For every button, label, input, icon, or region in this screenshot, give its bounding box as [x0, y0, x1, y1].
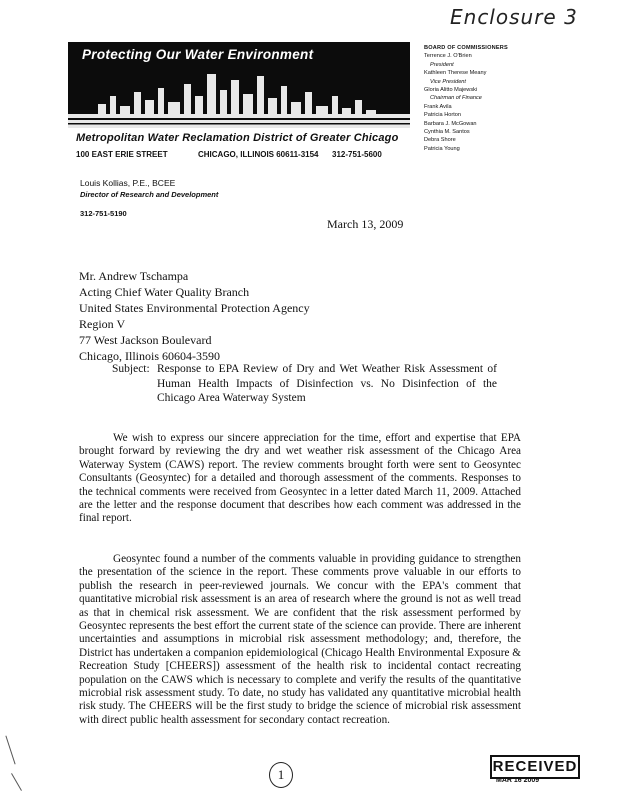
board-member-name: Barbara J. McGowan — [424, 120, 477, 127]
received-stamp-label: RECEIVED — [490, 755, 580, 779]
letterhead-banner — [68, 42, 410, 128]
district-name: Metropolitan Water Reclamation District of Greater Chicago — [76, 132, 399, 144]
body-paragraph — [79, 553, 521, 727]
sender-phone: 312-751-5190 — [80, 209, 127, 218]
sender-title: Director of Research and Development — [80, 190, 219, 199]
subject-text: Response to EPA Review of Dry and Wet Weather Risk Assessment of Human Health Impacts of Disinfection vs. No Disinfection of the Chicago Area Waterway System — [157, 363, 497, 404]
board-member-name: Cynthia M. Santos — [424, 129, 470, 136]
recipient-address — [79, 268, 310, 364]
board-member-name: Kathleen Therese Meany — [424, 70, 487, 77]
scan-margin-mark — [11, 773, 22, 791]
board-of-commissioners — [424, 44, 508, 153]
skyline-graphic — [68, 66, 410, 128]
board-member-name: Frank Avila — [424, 103, 452, 110]
board-member-name: Patricia Horton — [424, 112, 461, 119]
address-phone: 312-751-5600 — [332, 150, 382, 159]
body-paragraph — [79, 432, 521, 526]
address-street: 100 EAST ERIE STREET — [76, 150, 168, 159]
paragraph-text: We wish to express our sincere appreciation for the time, effort and expertise that EPA brought forward by reviewing the dry and wet weather risk assessment of the Chicago Area Waterway System (CAWS) report. The review comments brought forth were sent to Geosyntec Consultants (Geosyntec) for a detailed and thorough assessment of the comments. Responses to the technical comments were received from Geosyntec in a letter dated March 11, 2009. Attached are the letter and the response document that describes how each comment was addressed in the final report. — [79, 432, 521, 525]
recipient-line: 77 West Jackson Boulevard — [79, 333, 212, 347]
banner-title: Protecting Our Water Environment — [82, 47, 314, 62]
board-member-title: President — [430, 61, 454, 68]
recipient-line: Region V — [79, 317, 126, 331]
recipient-line: Chicago, Illinois 60604-3590 — [79, 349, 220, 363]
scan-margin-mark — [5, 736, 15, 765]
board-member-title: Chairman of Finance — [430, 95, 482, 102]
board-member-title: Vice President — [430, 78, 466, 85]
page-number: 1 — [269, 762, 293, 788]
board-member-name: Gloria Alitto Majewski — [424, 87, 478, 94]
sender-name: Louis Kollias, P.E., BCEE — [80, 178, 176, 188]
subject-label: Subject: — [112, 363, 150, 375]
received-stamp-date: MAR 16 2009 — [496, 777, 540, 784]
board-member-name: Debra Shore — [424, 137, 456, 144]
address-city: CHICAGO, ILLINOIS 60611-3154 — [198, 150, 319, 159]
received-stamp — [490, 755, 580, 787]
board-member-name: Patricia Young — [424, 145, 460, 152]
board-heading: BOARD OF COMMISSIONERS — [424, 45, 508, 51]
letter-date: March 13, 2009 — [327, 217, 404, 231]
board-member-name: Terrence J. O'Brien — [424, 53, 472, 60]
recipient-line: Acting Chief Water Quality Branch — [79, 285, 250, 299]
enclosure-label: Enclosure 3 — [450, 5, 578, 29]
recipient-line: Mr. Andrew Tschampa — [79, 269, 189, 283]
paragraph-text: Geosyntec found a number of the comments valuable in providing guidance to strengthen the presentation of the science in the report. These comments prove valuable in our efforts to publish the research in peer-reviewed journals. We concur with the EPA's comment that quantitative microbial risk assessment is an area of research where the ground is not as well tread as that in chemical risk assessment. We are confident that the risk assessment performed by Geosyntec represents the best effort the current state of the science can provide. There are inherent uncertainties and assumptions in microbial risk assessment methodology; and, therefore, the District has undertaken a companion epidemiological (Chicago Health Environmental Exposure & Recreation Study [CHEERS]) assessment of the health risk to incidental contact recreating population on the CAWS which is necessary to complete and verify the results of the quantitative microbial risk assessment study. To date, no study has validated any quantitative microbial health risk study. The CHEERS will be the first study to bridge the science of microbial risk assessment with direct public health assessment for secondary contact recreation. — [79, 553, 521, 726]
sender-block — [80, 178, 218, 200]
recipient-line: United States Environmental Protection Agency — [79, 301, 310, 315]
